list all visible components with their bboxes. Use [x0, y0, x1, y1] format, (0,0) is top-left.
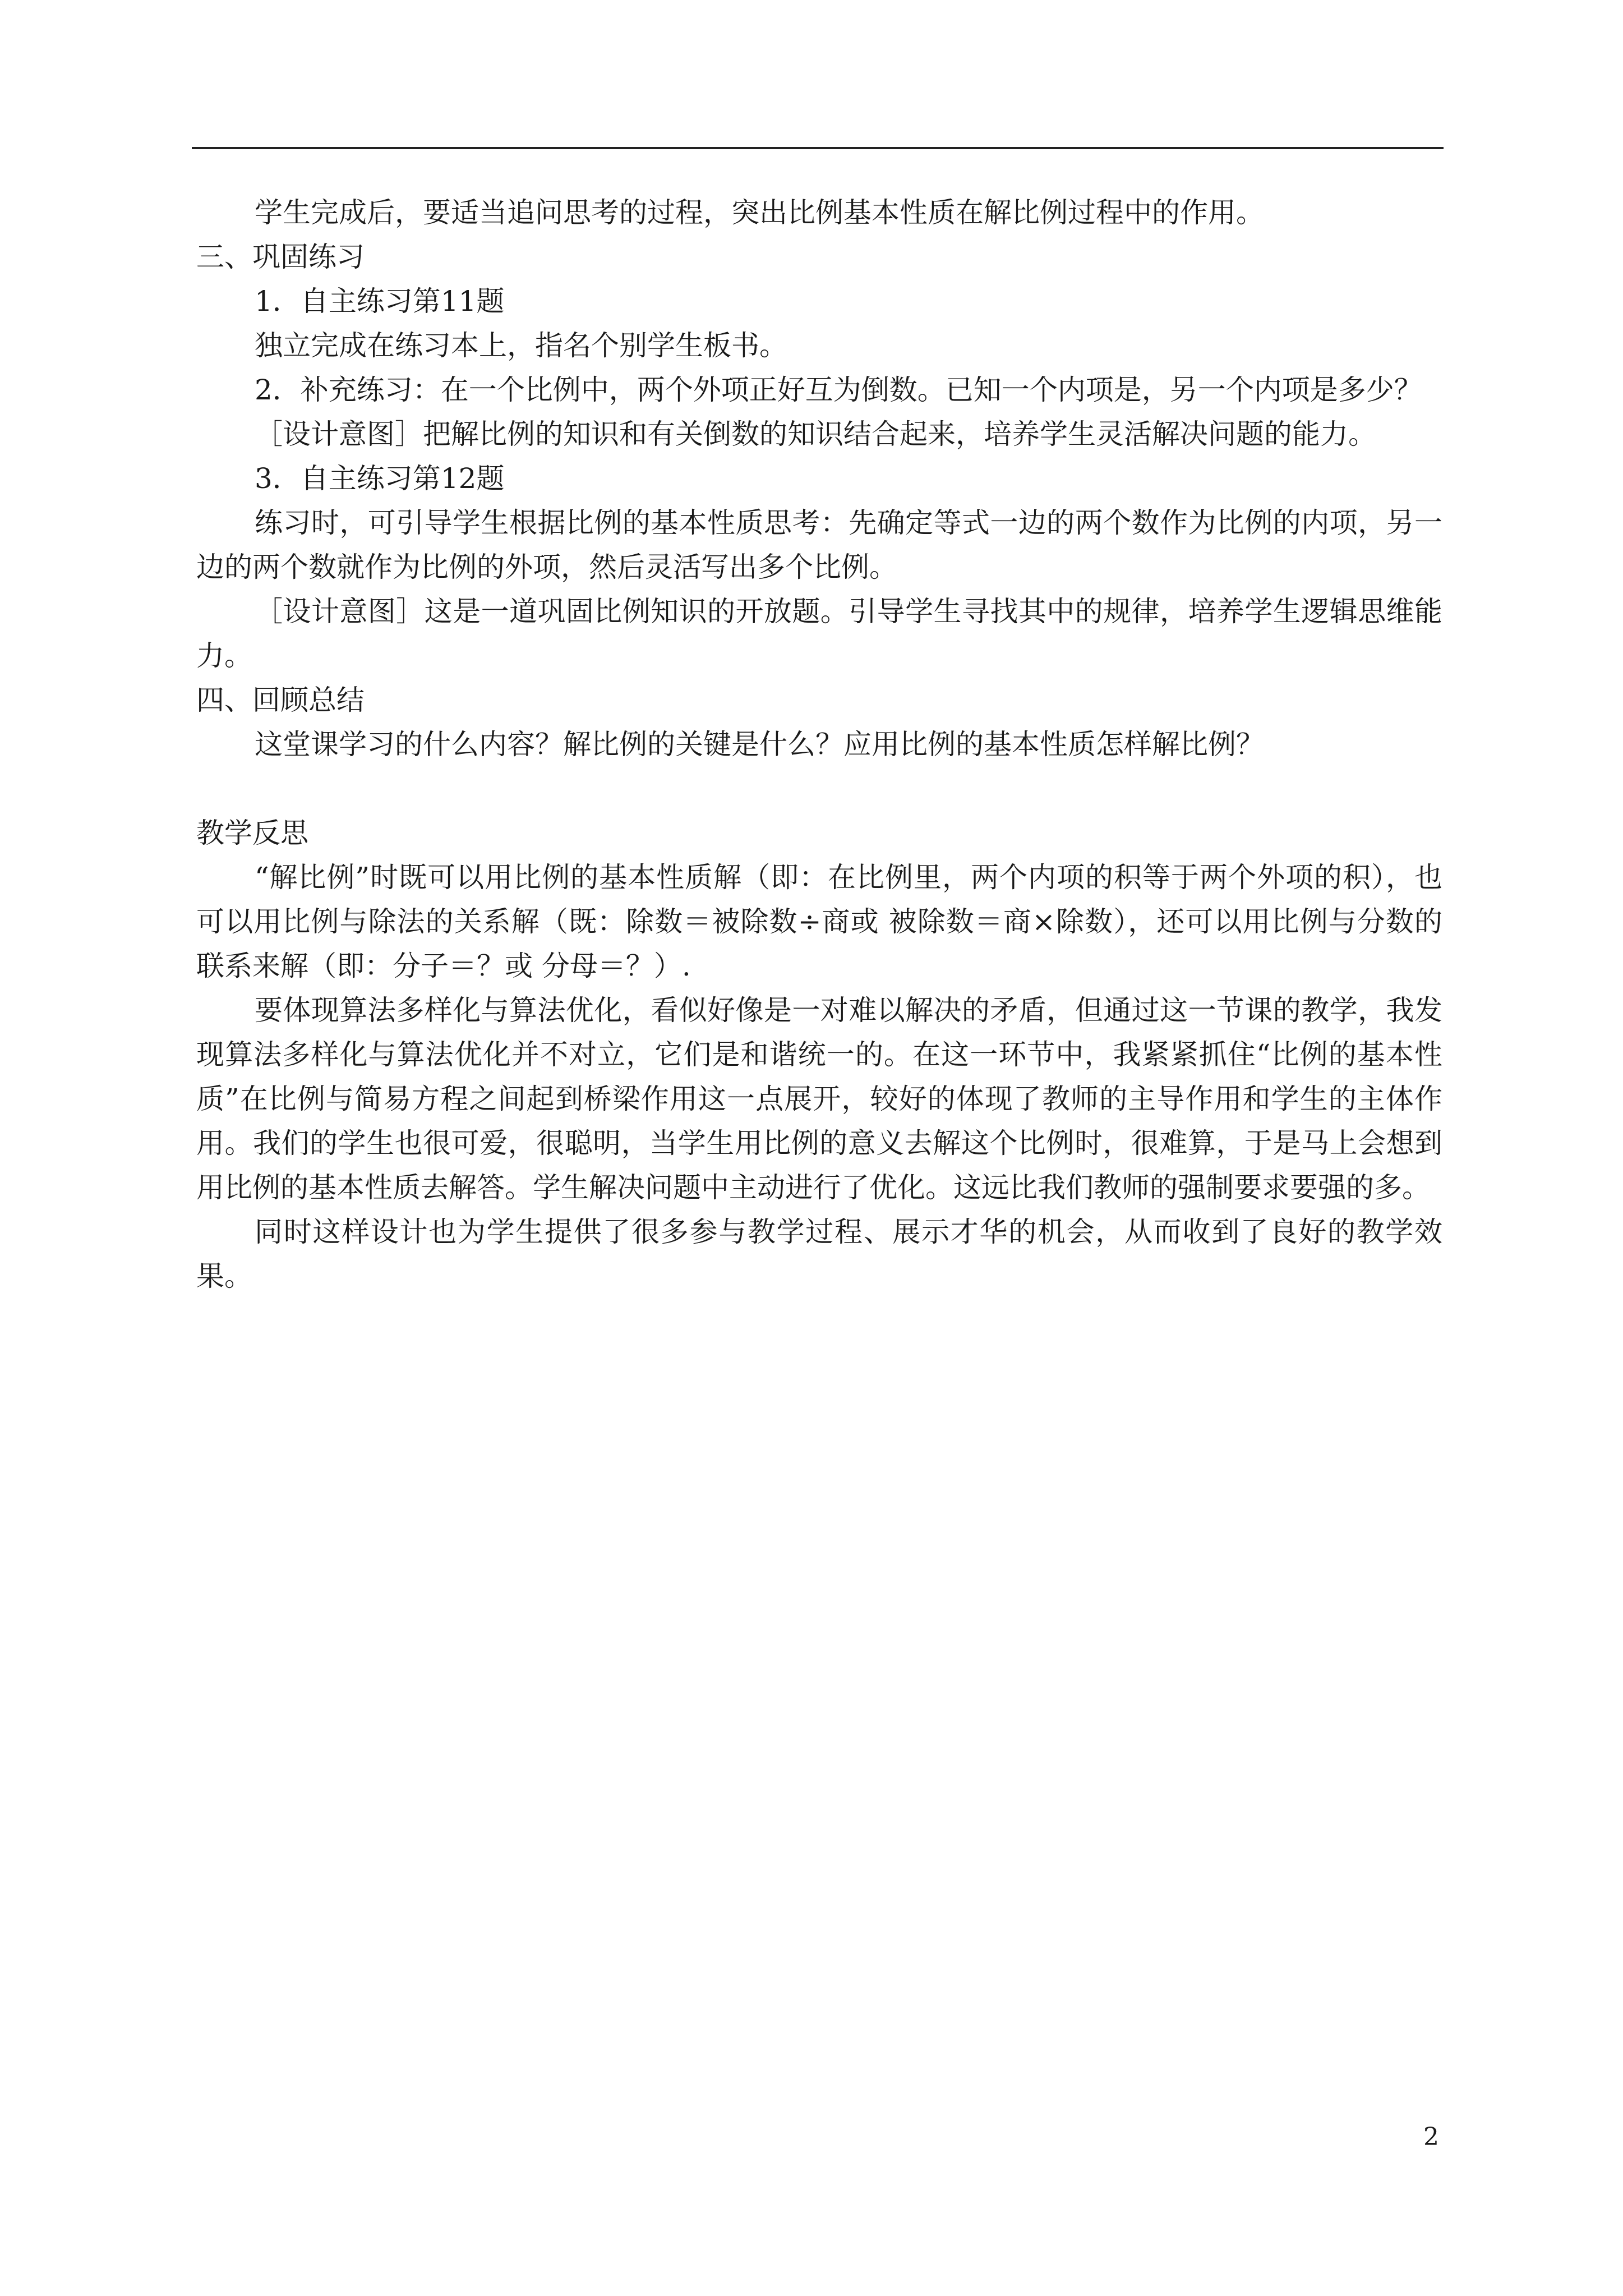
- document-body: [196, 191, 1442, 1299]
- reflection-paragraph-1: “解比例”时既可以用比例的基本性质解（即：在比例里，两个内项的积等于两个外项的积），也可以用比例与除法的关系解（既：除数＝被除数÷商或 被除数＝商×除数），还可以用比例与分数的联系来解（即：分子＝？或 分母＝？）.: [196, 861, 1442, 982]
- header-rule: [192, 147, 1444, 149]
- design-intent-1: ［设计意图］把解比例的知识和有关倒数的知识结合起来，培养学生灵活解决问题的能力。: [255, 418, 1376, 450]
- exercise-item-2: 2．补充练习：在一个比例中，两个外项正好互为倒数。已知一个内项是，另一个内项是多少？: [255, 374, 1422, 406]
- review-questions: 这堂课学习的什么内容？解比例的关键是什么？应用比例的基本性质怎样解比例？: [255, 728, 1264, 761]
- paragraph-summary-note: 学生完成后，要适当追问思考的过程，突出比例基本性质在解比例过程中的作用。: [255, 196, 1264, 229]
- paragraph-spacer: [196, 767, 1442, 811]
- page-number: 2: [1423, 2123, 1439, 2151]
- exercise-item-1-note: 独立完成在练习本上，指名个别学生板书。: [255, 329, 787, 362]
- exercise-item-3-note: 练习时，可引导学生根据比例的基本性质思考：先确定等式一边的两个数作为比例的内项，另一边的两个数就作为比例的外项，然后灵活写出多个比例。: [196, 507, 1442, 583]
- design-intent-2: ［设计意图］这是一道巩固比例知识的开放题。引导学生寻找其中的规律，培养学生逻辑思维能力。: [196, 595, 1442, 672]
- section-heading-review: 四、回顾总结: [196, 684, 365, 716]
- reflection-paragraph-3: 同时这样设计也为学生提供了很多参与教学过程、展示才华的机会，从而收到了良好的教学效果。: [196, 1216, 1442, 1292]
- exercise-item-1: 1．自主练习第11题: [255, 285, 505, 318]
- section-heading-reflection: 教学反思: [196, 817, 308, 849]
- reflection-paragraph-2: 要体现算法多样化与算法优化，看似好像是一对难以解决的矛盾，但通过这一节课的教学，我发现算法多样化与算法优化并不对立，它们是和谐统一的。在这一环节中，我紧紧抓住“比例的基本性质”在比例与简易方程之间起到桥梁作用这一点展开，较好的体现了教师的主导作用和学生的主体作用。我们的学生也很可爱，很聪明，当学生用比例的意义去解这个比例时，很难算，于是马上会想到用比例的基本性质去解答。学生解决问题中主动进行了优化。这远比我们教师的强制要求要强的多。: [196, 994, 1442, 1204]
- section-heading-practice: 三、巩固练习: [196, 241, 365, 273]
- exercise-item-3: 3．自主练习第12题: [255, 462, 505, 495]
